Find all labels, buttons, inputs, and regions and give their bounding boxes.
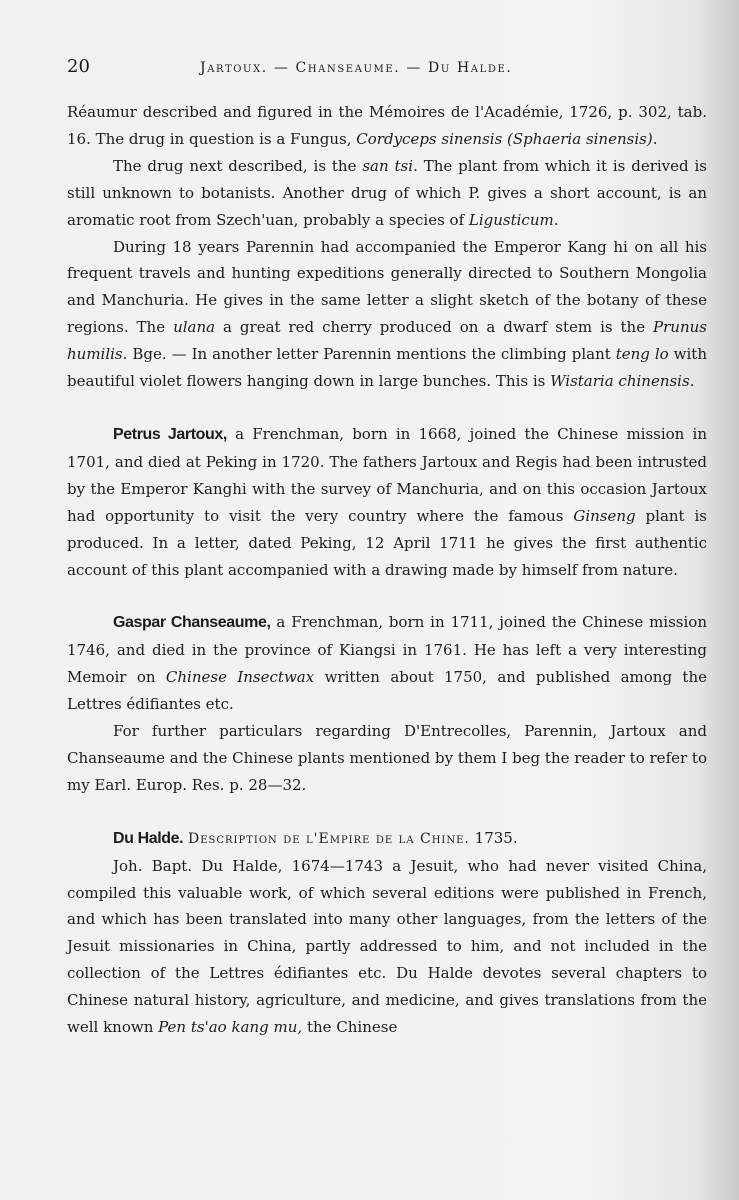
text: . (652, 129, 658, 148)
entry-name-chanseaume: Gaspar Chanseaume, (113, 614, 271, 632)
section-gap (67, 583, 707, 609)
italic-taxon: Ligusticum (468, 210, 554, 229)
paragraph-du-halde (67, 853, 707, 1041)
text: the Chinese (302, 1018, 398, 1037)
section-gap (67, 395, 707, 421)
text: a Frenchman, born in 1711, joined the Chinese mission 1746, and died in the province of Kiangsi in 1761. He has left a very interesting Memoir on (67, 613, 707, 687)
page-header (67, 56, 707, 82)
entry-jartoux (67, 421, 707, 583)
page-number: 20 (67, 56, 90, 77)
running-head: Jartoux. — Chanseaume. — Du Halde. (200, 60, 513, 76)
italic-taxon: Cordyceps sinensis (Sphaeria sinensis) (356, 129, 653, 148)
work-title: Description de l'Empire de la Chine. (187, 830, 470, 847)
page-body (67, 99, 707, 1041)
text: . (689, 372, 695, 391)
work-year: 1735. (474, 828, 518, 847)
entry-name-du-halde: Du Halde. (113, 829, 184, 847)
text: For further particulars regarding D'Entrecolles, Parennin, Jartoux and Chanseaume and the Chinese plants mentioned by them I beg the reader to refer to my Earl. Europ. Res. p. 28—32. (67, 722, 707, 794)
italic-taxon: Prunus humilis (67, 318, 707, 364)
italic-term: teng lo (615, 345, 669, 364)
paragraph-parennin-travels (67, 234, 707, 395)
text: with beautiful violet flowers hanging down in large bunches. This is (67, 345, 707, 391)
text: written about 1750, and published among the Lettres édifiantes etc. (67, 668, 707, 714)
entry-du-halde (67, 825, 707, 853)
italic-term: Ginseng (573, 506, 636, 525)
text: a great red cherry produced on a dwarf stem is the (215, 318, 654, 337)
text: Réaumur described and figured in the Mémoires de l'Académie, 1726, p. 302, tab. 16. The drug in question is a Fungus, (67, 103, 707, 148)
entry-name-jartoux: Petrus Jartoux, (113, 425, 227, 443)
italic-term: Chinese Insectwax (165, 668, 315, 687)
text: The drug next described, is the (113, 156, 363, 175)
text: a Frenchman, born in 1668, joined the Chinese mission in 1701, and died at Peking in 1720. The fathers Jartoux and Regis had been intrusted by the Emperor Kanghi with the survey of Manchuria, and on this occasion Jartoux had opportunity to visit the very country where the famous (67, 424, 707, 525)
paragraph-reaumur (67, 99, 707, 153)
paragraph-san-tsi (67, 153, 707, 234)
italic-taxon: Wistaria chinensis (550, 372, 690, 391)
text: During 18 years Parennin had accompanied the Emperor Kang hi on all his frequent travels and hunting expeditions generally directed to Southern Mongolia and Manchuria. He gives in the same letter a slight sketch of the botany of these regions. The (67, 237, 707, 337)
entry-chanseaume (67, 609, 707, 718)
paragraph-further-particulars (67, 718, 707, 799)
italic-term: Pen ts'ao kang mu, (158, 1018, 303, 1037)
text: Joh. Bapt. Du Halde, 1674—1743 a Jesuit, who had never visited China, compiled this valuable work, of which several editions were published in French, and which has been translated into many other languages, from the letters of the Jesuit missionaries in China, partly addressed to him, and not included in the collection of the Lettres édifiantes etc. Du Halde devotes several chapters to Chinese natural history, agriculture, and medicine, and gives translations from the well known (67, 856, 707, 1037)
section-gap (67, 799, 707, 825)
italic-term: san tsi (362, 156, 414, 175)
text: . The plant from which it is derived is still unknown to botanists. Another drug of which P. gives a short account, is an aromatic root from Szech'uan, probably a species of (67, 156, 707, 229)
text: plant is produced. In a letter, dated Peking, 12 April 1711 he gives the first authentic account of this plant accompanied with a drawing made by himself from nature. (67, 506, 707, 579)
italic-term: ulana (173, 318, 216, 337)
text: . Bge. — In another letter Parennin mentions the climbing plant (122, 345, 616, 364)
text: . (553, 210, 559, 229)
